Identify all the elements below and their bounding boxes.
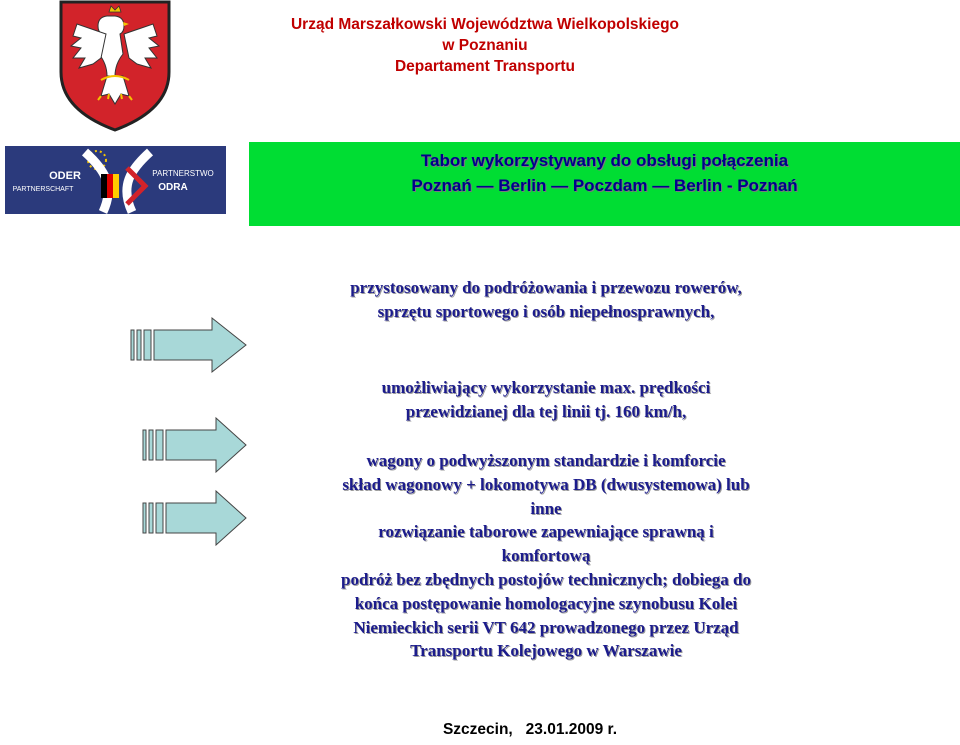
point-3-line: inne: [530, 498, 562, 518]
point-3-line: wagony o podwyższonym standardzie i komforcie: [366, 451, 726, 470]
point-3: [196, 449, 896, 663]
point-2-line: przewidzianej dla tej linii tj. 160 km/h,: [405, 401, 687, 421]
arrow-right-icon: [128, 316, 248, 380]
point-3-line: komfortową: [501, 546, 591, 566]
point-2-line: umożliwiający wykorzystanie max. prędkości: [381, 378, 711, 397]
header-line-3: Departament Transportu: [394, 58, 575, 75]
point-1: [196, 276, 896, 324]
point-2: [196, 376, 896, 424]
logo-left-text: ODER: [49, 170, 81, 182]
point-3-line: skład wagonowy + lokomotywa DB (dwusystemowa) lub: [342, 474, 750, 494]
banner-title: Tabor wykorzystywany do obsługi połączenia: [420, 151, 789, 170]
point-3-line: podróż bez zbędnych postojów technicznych; dobiega do: [341, 569, 751, 589]
coat-of-arms: [57, 0, 173, 132]
header-line-2: w Poznaniu: [442, 37, 528, 54]
point-1-line: sprzętu sportowego i osób niepełnosprawnych,: [377, 301, 715, 321]
point-1-line: przystosowany do podróżowania i przewozu rowerów,: [350, 278, 742, 297]
logo-left-sub: PARTNERSCHAFT: [12, 186, 74, 193]
banner-text: [249, 148, 960, 198]
point-3-line: Transportu Kolejowego w Warszawie: [410, 641, 682, 661]
point-3-line: rozwiązanie taborowe zapewniające sprawną i: [378, 522, 714, 542]
oder-partnership-logo: [5, 146, 226, 214]
point-3-line: końca postępowanie homologacyjne szynobusu Kolei: [354, 593, 738, 613]
logo-right-sub: ODRA: [158, 182, 188, 193]
header-line-1: Urząd Marszałkowski Województwa Wielkopolskiego: [290, 16, 680, 33]
point-3-line: Niemieckich serii VT 642 prowadzonego przez Urząd: [353, 617, 739, 637]
institution-header: [180, 14, 790, 77]
banner-route: Poznań — Berlin — Poczdam — Berlin - Poznań: [411, 176, 798, 195]
logo-right-text: PARTNERSTWO: [152, 169, 214, 178]
footer-date: Szczecin, 23.01.2009 r.: [442, 721, 618, 738]
